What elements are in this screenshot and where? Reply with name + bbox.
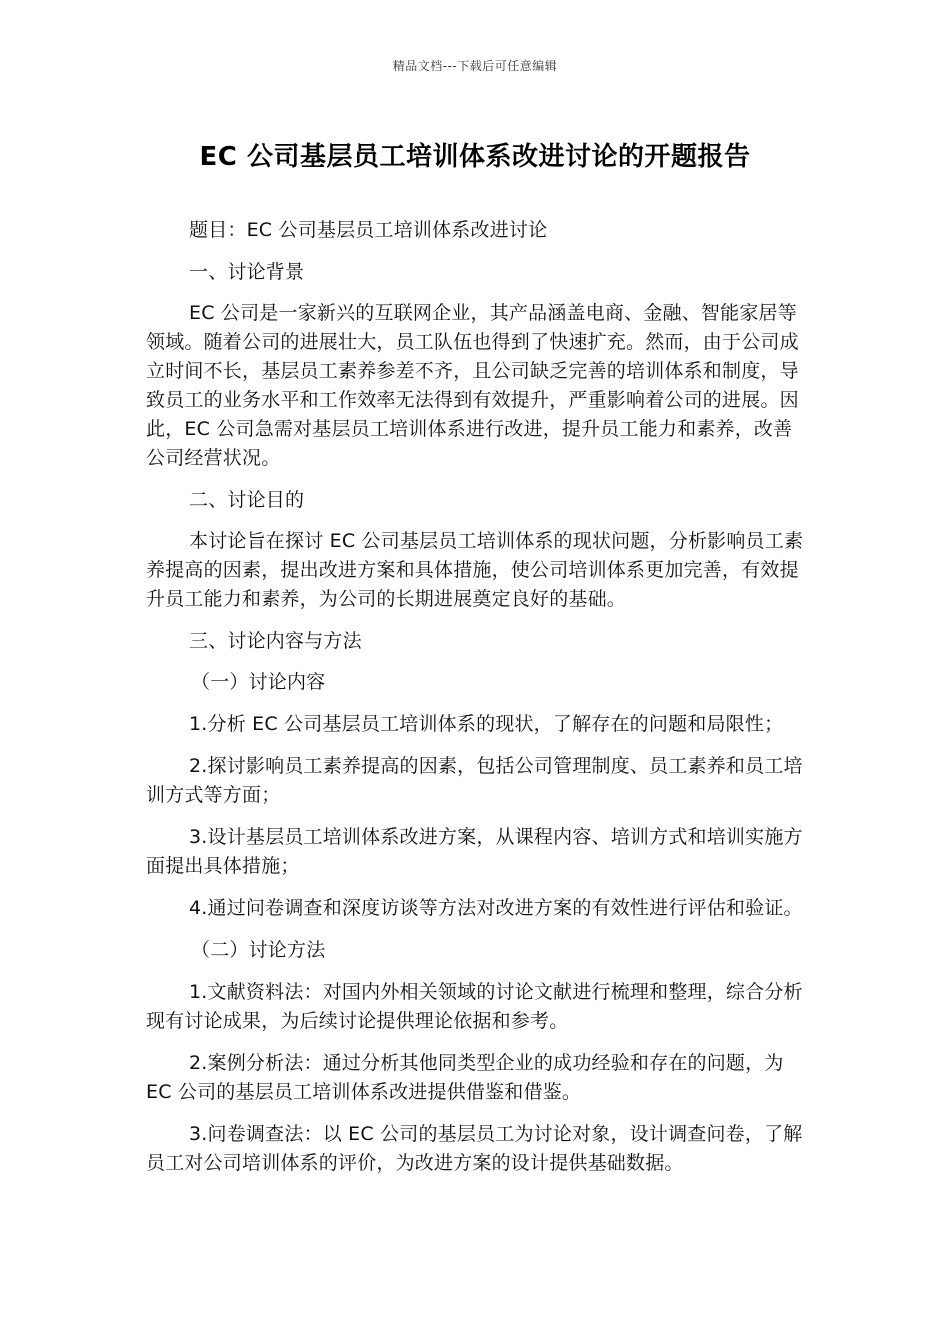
section-heading-background: 一、讨论背景 [189, 261, 305, 283]
content-item-1: 1.分析 EC 公司基层员工培训体系的现状，了解存在的问题和局限性； [189, 713, 784, 735]
content-item-3: 3.设计基层员工培训体系改进方案，从课程内容、培训方式和培训实施方面提出具体措施； [146, 826, 803, 877]
header-note: 精品文档---下载后可任意编辑 [392, 59, 558, 73]
purpose-paragraph: 本讨论旨在探讨 EC 公司基层员工培训体系的现状问题，分析影响员工素养提高的因素，提出改进方案和具体措施，使公司培训体系更加完善，有效提升员工能力和素养，为公司的长期进展奠定良好的基础。 [146, 530, 804, 610]
section-heading-purpose: 二、讨论目的 [189, 489, 305, 511]
topic-line: 题目：EC 公司基层员工培训体系改进讨论 [189, 219, 548, 241]
document-body [146, 216, 810, 1191]
subsection-heading-content: （一）讨论内容 [191, 671, 326, 693]
method-item-1: 1.文献资料法：对国内外相关领域的讨论文献进行梳理和整理，综合分析现有讨论成果，为后续讨论提供理论依据和参考。 [146, 981, 803, 1032]
content-item-4: 4.通过问卷调查和深度访谈等方法对改进方案的有效性进行评估和验证。 [189, 897, 803, 919]
content-item-2: 2.探讨影响员工素养提高的因素，包括公司管理制度、员工素养和员工培训方式等方面； [146, 755, 803, 806]
document-title: EC 公司基层员工培训体系改进讨论的开题报告 [199, 142, 751, 172]
subsection-heading-method: （二）讨论方法 [191, 939, 326, 961]
method-item-2: 2.案例分析法：通过分析其他同类型企业的成功经验和存在的问题，为 EC 公司的基层员工培训体系改进提供借鉴和借鉴。 [146, 1052, 784, 1103]
method-item-3: 3.问卷调查法：以 EC 公司的基层员工为讨论对象，设计调查问卷，了解员工对公司培训体系的评价，为改进方案的设计提供基础数据。 [146, 1123, 803, 1174]
background-paragraph: EC 公司是一家新兴的互联网企业，其产品涵盖电商、金融、智能家居等领域。随着公司的进展壮大，员工队伍也得到了快速扩充。然而，由于公司成立时间不长，基层员工素养参差不齐，且公司缺乏完善的培训体系和制度，导致员工的业务水平和工作效率无法得到有效提升，严重影响着公司的进展。因此，EC 公司急需对基层员工培训体系进行改进，提升员工能力和素养，改善公司经营状况。 [146, 302, 799, 469]
section-heading-content-method: 三、讨论内容与方法 [189, 630, 362, 652]
